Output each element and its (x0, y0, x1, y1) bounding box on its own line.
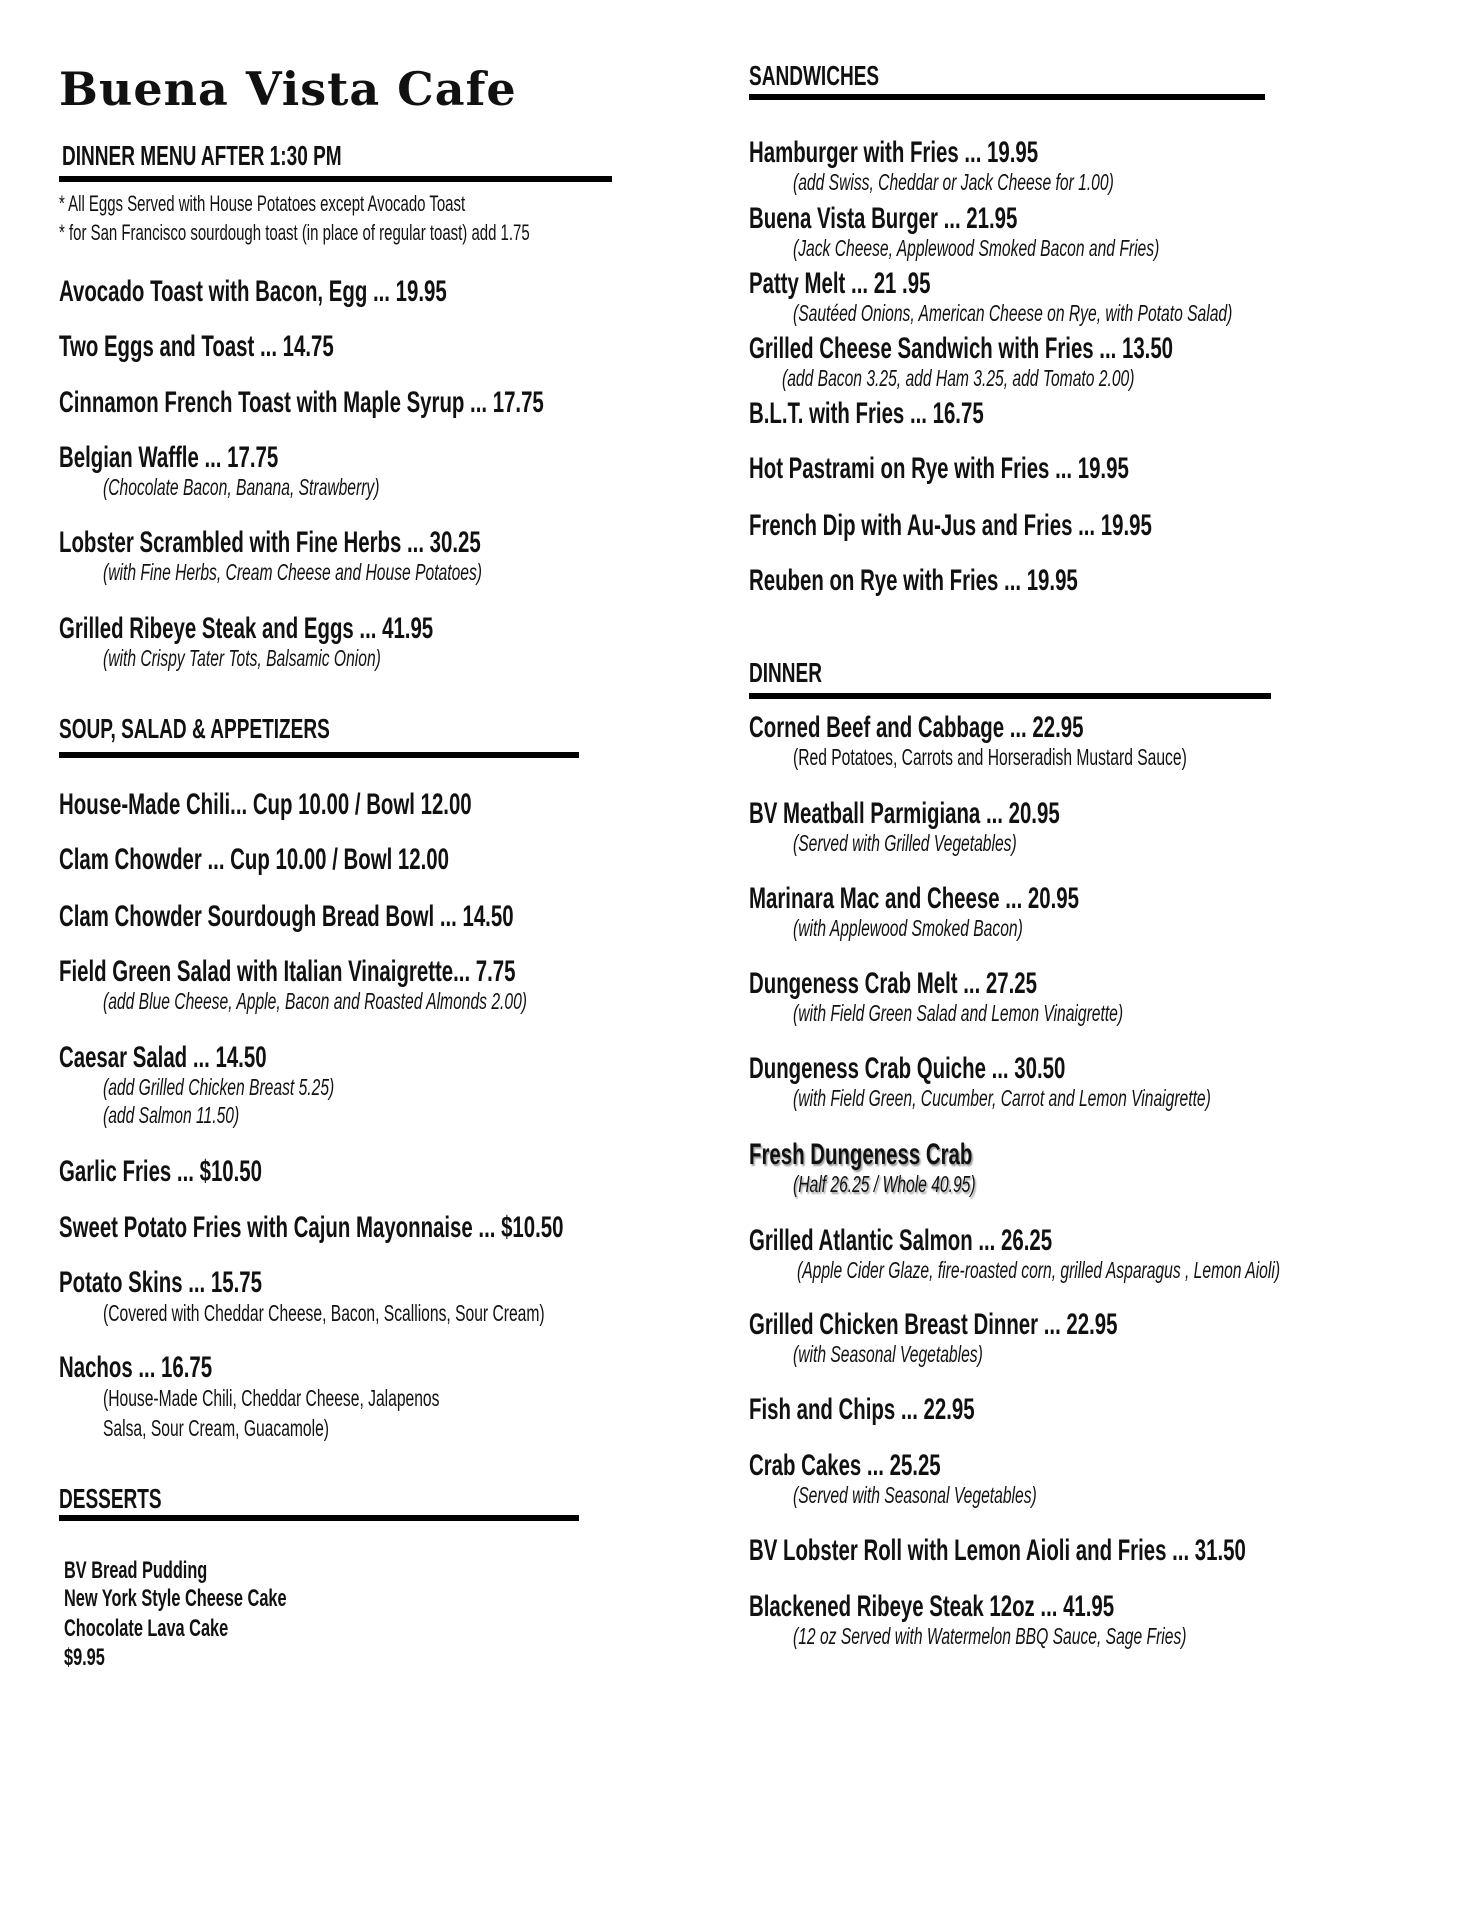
restaurant-title: Buena Vista Cafe (59, 62, 517, 116)
menu-item-name: Grilled Ribeye Steak and Eggs ... 41.95 (59, 612, 434, 645)
menu-item-description: (House-Made Chili, Cheddar Cheese, Jalapenos (103, 1385, 440, 1411)
menu-item-name: French Dip with Au-Jus and Fries ... 19.95 (749, 509, 1152, 542)
menu-item-description: (Covered with Cheddar Cheese, Bacon, Scallions, Sour Cream) (103, 1300, 545, 1326)
dessert-item: Chocolate Lava Cake (64, 1615, 229, 1642)
menu-item-name: Marinara Mac and Cheese ... 20.95 (749, 882, 1079, 915)
menu-item-name: Dungeness Crab Quiche ... 30.50 (749, 1052, 1066, 1085)
menu-item-description: (12 oz Served with Watermelon BBQ Sauce, Sage Fries) (793, 1623, 1187, 1649)
menu-item-name: Clam Chowder Sourdough Bread Bowl ... 14.50 (59, 900, 514, 933)
menu-item-name: Nachos ... 16.75 (59, 1351, 213, 1384)
divider (749, 94, 1265, 100)
sandwiches-header: SANDWICHES (749, 60, 880, 91)
note: * All Eggs Served with House Potatoes except Avocado Toast (59, 191, 466, 216)
menu-item-name: BV Lobster Roll with Lemon Aioli and Fries ... 31.50 (749, 1534, 1246, 1567)
menu-item-description: (Jack Cheese, Applewood Smoked Bacon and Fries) (793, 235, 1160, 261)
menu-item-description: (add Grilled Chicken Breast 5.25) (103, 1074, 335, 1100)
menu-item-description: Salsa, Sour Cream, Guacamole) (103, 1415, 330, 1441)
menu-item-description: (add Blue Cheese, Apple, Bacon and Roasted Almonds 2.00) (103, 988, 528, 1014)
menu-item-name: Potato Skins ... 15.75 (59, 1266, 262, 1299)
menu-item-name: Cinnamon French Toast with Maple Syrup ... 17.75 (59, 386, 544, 419)
menu-item-name: Belgian Waffle ... 17.75 (59, 441, 279, 474)
menu-item-description: (add Salmon 11.50) (103, 1102, 240, 1128)
soup-header: SOUP, SALAD & APPETIZERS (59, 713, 330, 744)
menu-item-name: Fresh Dungeness Crab (749, 1138, 973, 1171)
note: * for San Francisco sourdough toast (in place of regular toast) add 1.75 (59, 220, 530, 245)
menu-item-name: Clam Chowder ... Cup 10.00 / Bowl 12.00 (59, 843, 449, 876)
menu-item-description: (Red Potatoes, Carrots and Horseradish Mustard Sauce) (793, 744, 1187, 770)
menu-item-description: (with Field Green Salad and Lemon Vinaigrette) (793, 1000, 1124, 1026)
divider (59, 176, 612, 182)
menu-item-description: (with Fine Herbs, Cream Cheese and House Potatoes) (103, 559, 483, 585)
menu-item-name: Dungeness Crab Melt ... 27.25 (749, 967, 1037, 1000)
menu-item-name: BV Meatball Parmigiana ... 20.95 (749, 797, 1060, 830)
menu-item-name: Grilled Atlantic Salmon ... 26.25 (749, 1224, 1053, 1257)
menu-item-name: Grilled Cheese Sandwich with Fries ... 13.50 (749, 332, 1174, 365)
menu-item-name: Buena Vista Burger ... 21.95 (749, 202, 1018, 235)
menu-item-description: (Half 26.25 / Whole 40.95) (793, 1171, 976, 1197)
dinner-menu-header: DINNER MENU AFTER 1:30 PM (62, 140, 342, 171)
menu-item-name: Blackened Ribeye Steak 12oz ... 41.95 (749, 1590, 1115, 1623)
divider (59, 1515, 579, 1521)
dinner-section-header: DINNER (749, 657, 822, 688)
menu-item-description: (Apple Cider Glaze, fire-roasted corn, grilled Asparagus , Lemon Aioli) (797, 1257, 1281, 1283)
menu-item-name: Grilled Chicken Breast Dinner ... 22.95 (749, 1308, 1118, 1341)
desserts-header: DESSERTS (59, 1483, 162, 1514)
menu-item-name: Hot Pastrami on Rye with Fries ... 19.95 (749, 452, 1129, 485)
menu-item-name: Patty Melt ... 21 .95 (749, 267, 931, 300)
menu-item-name: Field Green Salad with Italian Vinaigrette... 7.75 (59, 955, 516, 988)
menu-item-description: (with Crispy Tater Tots, Balsamic Onion) (103, 645, 381, 671)
dessert-item: $9.95 (64, 1644, 105, 1671)
divider (749, 693, 1271, 699)
menu-item-name: Sweet Potato Fries with Cajun Mayonnaise ... $10.50 (59, 1211, 564, 1244)
menu-item-name: Avocado Toast with Bacon, Egg ... 19.95 (59, 275, 447, 308)
menu-item-name: Lobster Scrambled with Fine Herbs ... 30.25 (59, 526, 481, 559)
menu-item-description: (Served with Grilled Vegetables) (793, 830, 1017, 856)
menu-item-name: Garlic Fries ... $10.50 (59, 1155, 263, 1188)
menu-item-name: House-Made Chili... Cup 10.00 / Bowl 12.00 (59, 788, 472, 821)
menu-item-name: Fish and Chips ... 22.95 (749, 1393, 975, 1426)
menu-item-name: Two Eggs and Toast ... 14.75 (59, 330, 334, 363)
menu-item-name: Corned Beef and Cabbage ... 22.95 (749, 711, 1084, 744)
menu-item-description: (add Swiss, Cheddar or Jack Cheese for 1.00) (793, 169, 1114, 195)
menu-item-name: Reuben on Rye with Fries ... 19.95 (749, 564, 1078, 597)
menu-item-name: Hamburger with Fries ... 19.95 (749, 136, 1039, 169)
menu-item-name: Crab Cakes ... 25.25 (749, 1449, 941, 1482)
divider (59, 752, 579, 758)
dessert-item: BV Bread Pudding (64, 1557, 208, 1584)
menu-item-name: Caesar Salad ... 14.50 (59, 1041, 267, 1074)
menu-item-description: (add Bacon 3.25, add Ham 3.25, add Tomato 2.00) (782, 365, 1135, 391)
menu-item-name: B.L.T. with Fries ... 16.75 (749, 397, 984, 430)
menu-item-description: (Chocolate Bacon, Banana, Strawberry) (103, 474, 380, 500)
menu-item-description: (with Applewood Smoked Bacon) (793, 915, 1023, 941)
menu-item-description: (Sautéed Onions, American Cheese on Rye, with Potato Salad) (793, 300, 1233, 326)
dessert-item: New York Style Cheese Cake (64, 1585, 287, 1612)
menu-item-description: (Served with Seasonal Vegetables) (793, 1482, 1037, 1508)
menu-item-description: (with Seasonal Vegetables) (793, 1341, 983, 1367)
menu-item-description: (with Field Green, Cucumber, Carrot and Lemon Vinaigrette) (793, 1085, 1211, 1111)
